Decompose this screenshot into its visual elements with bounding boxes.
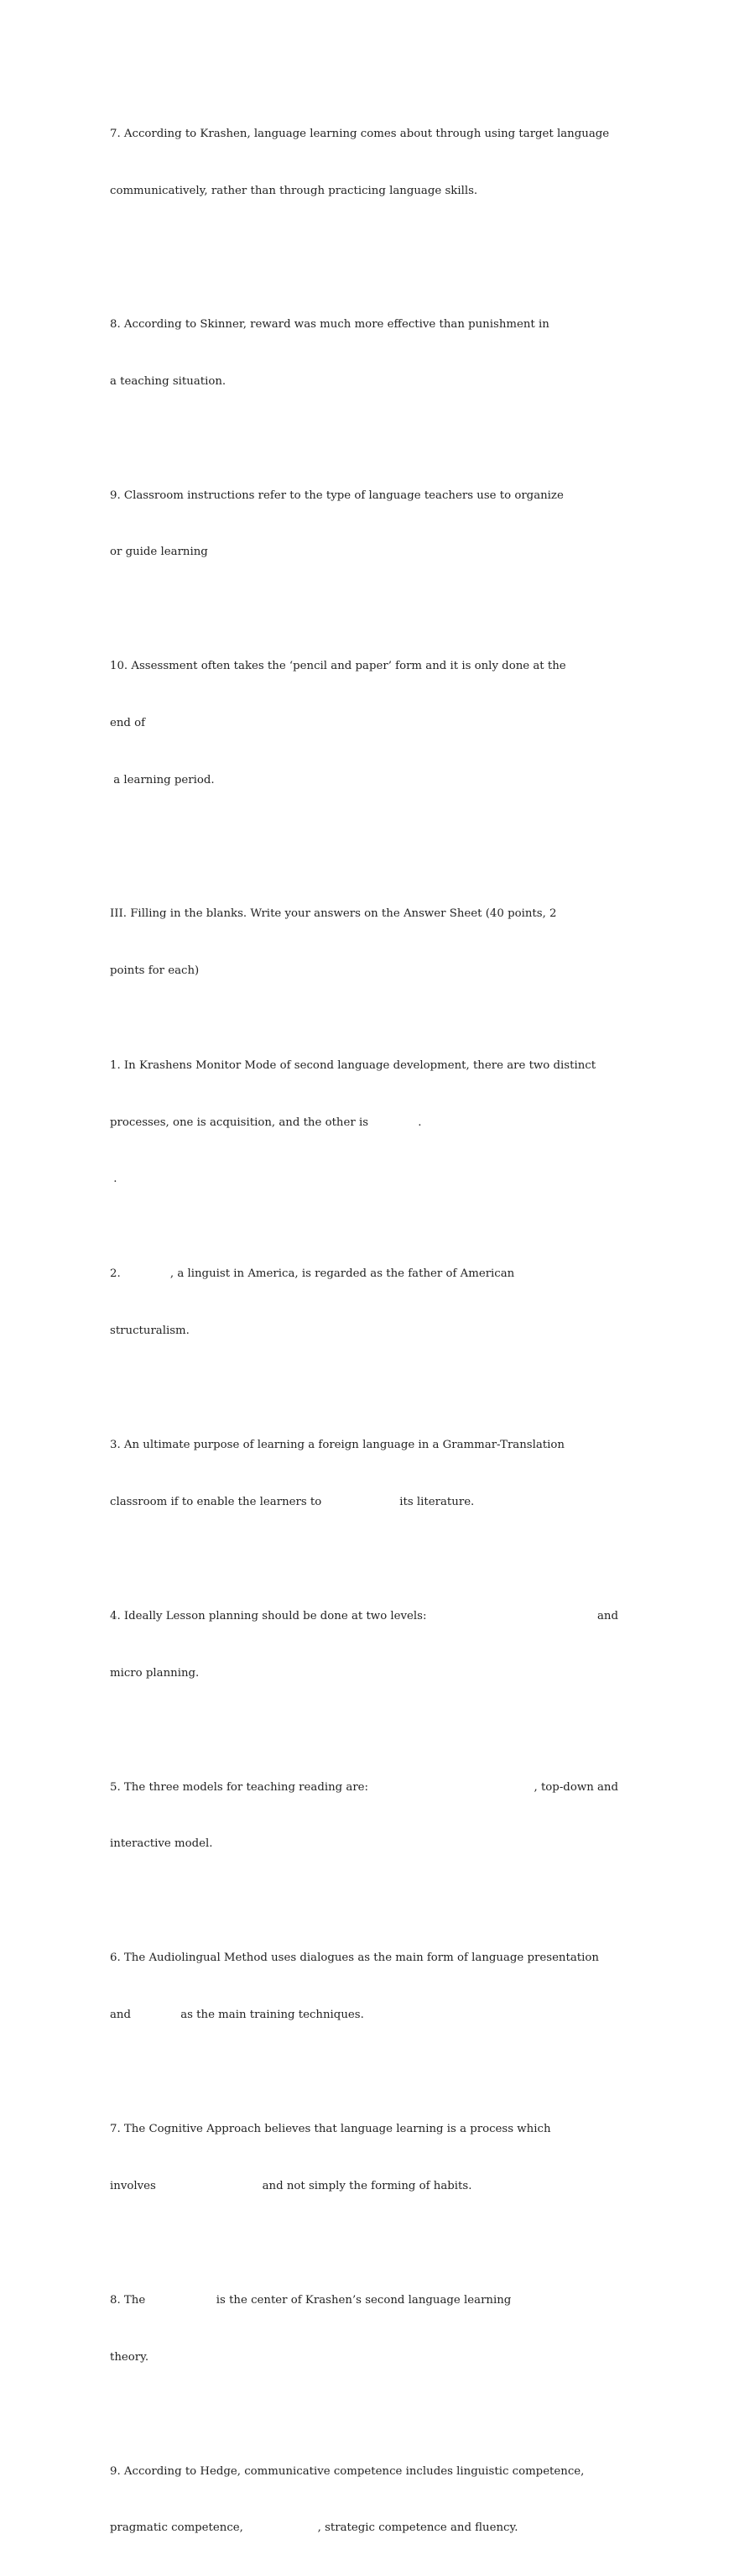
answer-blank <box>121 1267 170 1280</box>
text-line: structuralism. <box>110 1325 190 1338</box>
text-line: a learning period. <box>110 774 215 786</box>
text-line: 8. The is the center of Krashen’s second language learning <box>110 2293 512 2307</box>
answer-blank <box>368 1116 418 1129</box>
tf-item-8 <box>110 278 618 430</box>
text-line: micro planning. <box>110 1666 200 1680</box>
blank-item-9 <box>110 2424 618 2576</box>
text-line: . <box>110 1173 117 1186</box>
text-line: 2. , a linguist in America, is regarded as the father of American <box>110 1267 515 1281</box>
text-line: involves and not simply the forming of habits. <box>110 2179 472 2192</box>
text-line: 10. Assessment often takes the ‘pencil and paper’ form and it is only done at the <box>110 660 566 673</box>
text-line: a teaching situation. <box>110 374 227 388</box>
answer-blank <box>321 1496 399 1508</box>
blank-item-5 <box>110 1740 618 1892</box>
text-line: classroom if to enable the learners to its literature. <box>110 1495 475 1508</box>
text-line: and as the main training techniques. <box>110 2009 364 2022</box>
text-line: 7. According to Krashen, language learning comes about through using target language <box>110 128 610 141</box>
tf-item-7 <box>110 87 618 239</box>
text-line: 5. The three models for teaching reading are: , top-down and <box>110 1780 618 1794</box>
answer-blank <box>243 2521 318 2534</box>
answer-blank <box>145 2294 216 2307</box>
text-line: end of <box>110 717 146 730</box>
text-line: pragmatic competence, , strategic competence and fluency. <box>110 2521 518 2535</box>
text-line: 9. According to Hedge, communicative competence includes linguistic competence, <box>110 2464 585 2478</box>
text-line: 9. Classroom instructions refer to the type of language teachers use to organize <box>110 489 564 502</box>
text-line: 8. According to Skinner, reward was much more effective than punishment in <box>110 317 549 331</box>
tf-item-9 <box>110 449 618 601</box>
text-line: or guide learning <box>110 546 208 559</box>
text-line: 4. Ideally Lesson planning should be done at two levels: and <box>110 1609 618 1622</box>
text-line: 3. An ultimate purpose of learning a foreign language in a Grammar-Translation <box>110 1439 565 1451</box>
blank-item-6 <box>110 1911 618 2063</box>
text-line: theory. <box>110 2350 149 2364</box>
text-line: 1. In Krashens Monitor Mode of second language development, there are two distinct <box>110 1058 596 1072</box>
text-line: communicatively, rather than through practicing language skills. <box>110 184 478 197</box>
answer-blank <box>156 2180 263 2192</box>
document-page <box>110 87 618 2576</box>
blank-item-1 <box>110 1019 618 1228</box>
text-line: points for each) <box>110 964 200 977</box>
section-heading <box>110 867 618 1019</box>
text-line: 6. The Audiolingual Method uses dialogues as the main form of language presentation <box>110 1952 599 1965</box>
text-line: processes, one is acquisition, and the other is . <box>110 1116 422 1129</box>
blank-item-8 <box>110 2254 618 2406</box>
blank-item-3 <box>110 1398 618 1550</box>
text-line: interactive model. <box>110 1837 213 1851</box>
tf-item-10 <box>110 619 618 828</box>
blank-item-2 <box>110 1227 618 1379</box>
blank-item-4 <box>110 1570 618 1722</box>
text-line: 7. The Cognitive Approach believes that language learning is a process which <box>110 2123 551 2135</box>
text-line: III. Filling in the blanks. Write your answers on the Answer Sheet (40 points, 2 <box>110 907 557 920</box>
blank-item-7 <box>110 2082 618 2234</box>
answer-blank <box>131 2009 180 2021</box>
